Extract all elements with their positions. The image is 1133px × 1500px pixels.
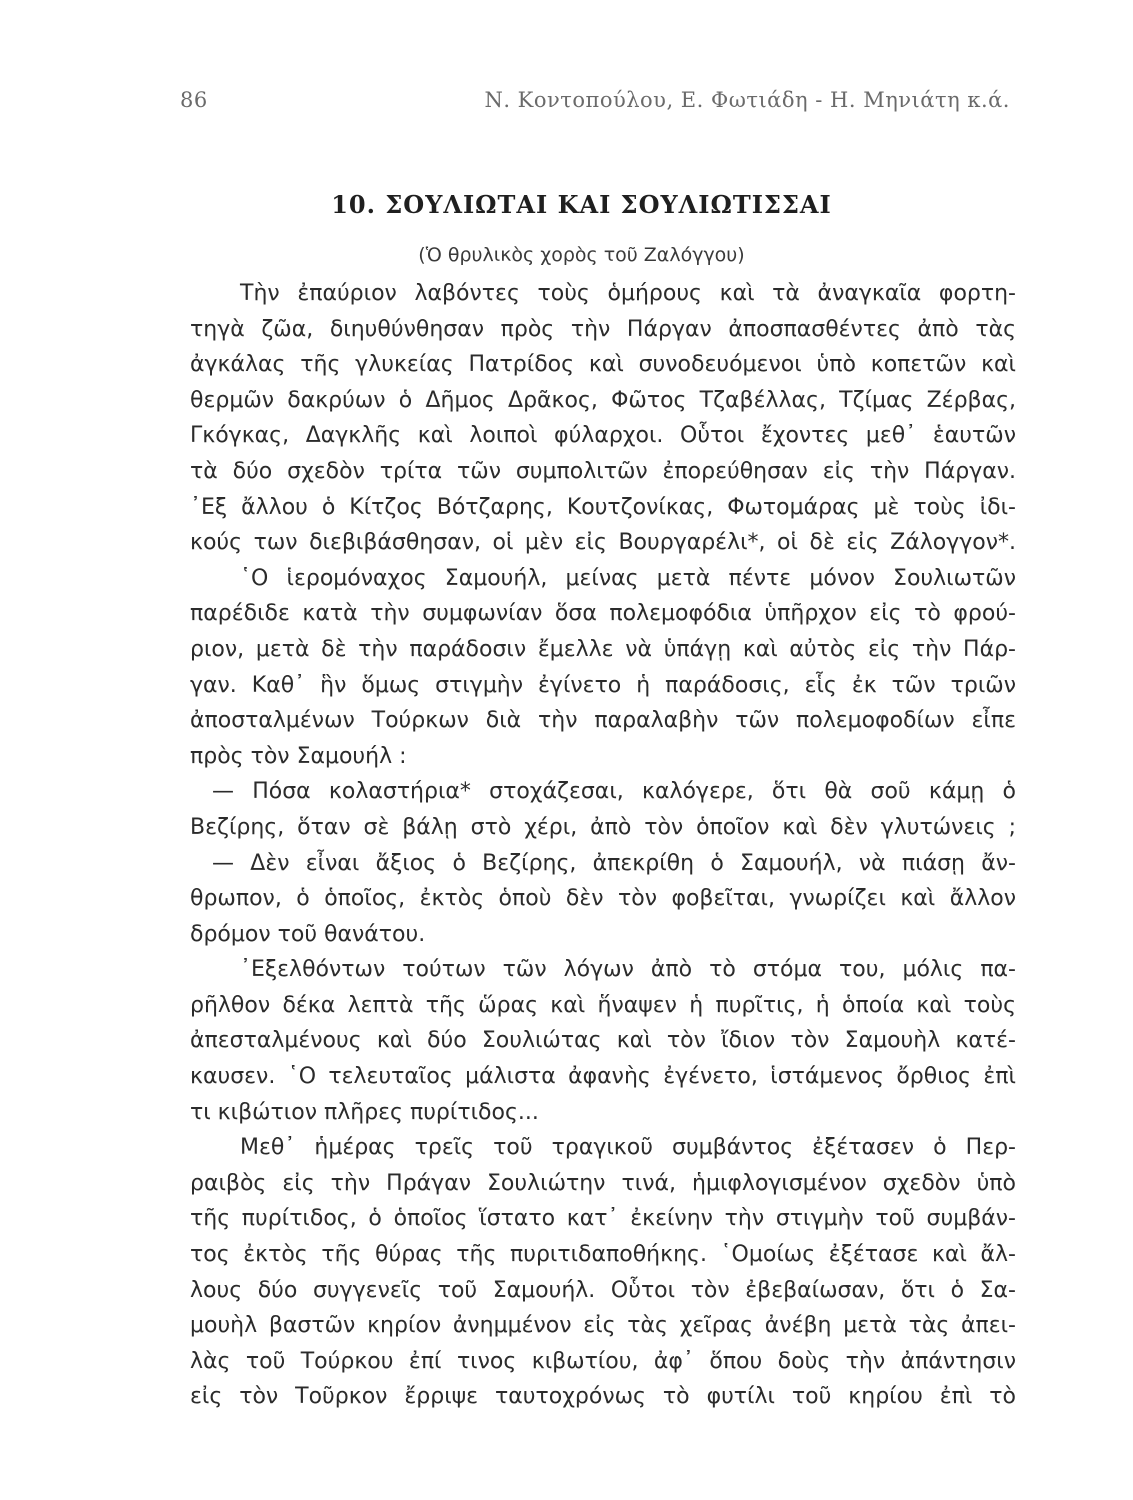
text-line: τὰ δύο σχεδὸν τρίτα τῶν συμπολιτῶν ἐπορεύθησαν εἰς τὴν Πάργαν. [190,458,1016,484]
text-line: Τὴν ἐπαύριον λαβόντες τοὺς ὁμήρους καὶ τὰ ἀναγκαῖα φορτη- [240,281,1016,306]
text-line: ῾Ο ἱερομόναχος Σαμουήλ, μείνας μετὰ πέντε μόνον Σουλιωτῶν [240,565,1016,591]
text-line: γαν. Καθ᾽ ἣν ὅμως στιγμὴν ἐγίνετο ἡ παράδοσις, εἷς ἐκ τῶν τριῶν [190,672,1016,698]
text-line: κούς των διεβιβάσθησαν, οἱ μὲν εἰς Βουργαρέλι*, οἱ δὲ εἰς Ζάλογγον*. [190,530,1016,556]
text-line: τος ἐκτὸς τῆς θύρας τῆς πυριτιδαποθήκης. ῾Ομοίως ἐξέτασε καὶ ἄλ- [190,1242,1016,1268]
text-line: Μεθ᾽ ἡμέρας τρεῖς τοῦ τραγικοῦ συμβάντος ἐξέτασεν ὁ Περ- [240,1135,1016,1161]
text-line: καυσεν. ῾Ο τελευταῖος μάλιστα ἀφανὴς ἐγένετο, ἱστάμενος ὄρθιος ἐπὶ [190,1064,1016,1090]
text-line: λους δύο συγγενεῖς τοῦ Σαμουήλ. Οὗτοι τὸν ἐβεβαίωσαν, ὅτι ὁ Σα- [190,1277,1016,1303]
page-number: 86 [180,88,208,112]
text-line: εἰς τὸν Τοῦρκον ἔρριψε ταυτοχρόνως τὸ φυτίλι τοῦ κηρίου ἐπὶ τὸ [190,1384,1016,1410]
text-line: ᾽Εξελθόντων τούτων τῶν λόγων ἀπὸ τὸ στόμα του, μόλις πα- [240,957,1016,983]
text-line: μουὴλ βαστῶν κηρίον ἀνημμένον εἰς τὰς χεῖρας ἀνέβη μετὰ τὰς ἀπει- [190,1313,1016,1339]
text-line: ἀποσταλμένων Τούρκων διὰ τὴν παραλαβὴν τῶν πολεμοφοδίων εἶπε [190,708,1016,734]
text-line: θερμῶν δακρύων ὁ Δῆμος Δρᾶκος, Φῶτος Τζαβέλλας, Τζίμας Ζέρβας, [190,387,1016,413]
text-line: — Πόσα κολαστήρια* στοχάζεσαι, καλόγερε, ὅτι θὰ σοῦ κάμῃ ὁ [212,779,1016,805]
text-line: δρόμον τοῦ θανάτου. [190,921,426,947]
text-line: παρέδιδε κατὰ τὴν συμφωνίαν ὅσα πολεμοφόδια ὑπῆρχον εἰς τὸ φρού- [190,601,1016,627]
text-line: ᾽Εξ ἄλλου ὁ Κίτζος Βότζαρης, Κουτζονίκας, Φωτομάρας μὲ τοὺς ἰδι- [190,494,1016,520]
text-line: — Δὲν εἶναι ἄξιος ὁ Βεζίρης, ἀπεκρίθη ὁ Σαμουήλ, νὰ πιάσῃ ἄν- [212,850,1016,876]
chapter-subtitle: (Ὁ θρυλικὸς χορὸς τοῦ Ζαλόγγου) [418,244,745,266]
text-line: πρὸς τὸν Σαμουήλ : [190,743,407,769]
text-line: τι κιβώτιον πλῆρες πυρίτιδος... [190,1099,539,1125]
text-line: ἀγκάλας τῆς γλυκείας Πατρίδος καὶ συνοδευόμενοι ὑπὸ κοπετῶν καὶ [190,352,1016,378]
text-line: τηγὰ ζῶα, διηυθύνθησαν πρὸς τὴν Πάργαν ἀποσπασθέντες ἀπὸ τὰς [190,316,1016,342]
text-line: ραιβὸς εἰς τὴν Πράγαν Σουλιώτην τινά, ἡμιφλογισμένον σχεδὸν ὑπὸ [190,1170,1016,1196]
chapter-title: 10. ΣΟΥΛΙΩΤΑΙ ΚΑΙ ΣΟΥΛΙΩΤΙΣΣΑΙ [331,190,832,219]
text-line: θρωπον, ὁ ὁποῖος, ἐκτὸς ὁποὺ δὲν τὸν φοβεῖται, γνωρίζει καὶ ἄλλον [190,886,1016,912]
text-line: ριον, μετὰ δὲ τὴν παράδοσιν ἔμελλε νὰ ὑπάγῃ καὶ αὐτὸς εἰς τὴν Πάρ- [190,636,1016,662]
text-line: Γκόγκας, Δαγκλῆς καὶ λοιποὶ φύλαρχοι. Οὗτοι ἔχοντες μεθ᾽ ἑαυτῶν [190,423,1016,449]
text-line: ρῆλθον δέκα λεπτὰ τῆς ὥρας καὶ ἥναψεν ἡ πυρῖτις, ἡ ὁποία καὶ τοὺς [190,992,1016,1018]
text-line: Βεζίρης, ὅταν σὲ βάλῃ στὸ χέρι, ἀπὸ τὸν ὁποῖον καὶ δὲν γλυτώνεις ; [190,814,1016,840]
text-line: λὰς τοῦ Τούρκου ἐπί τινος κιβωτίου, ἀφ᾽ ὅπου δοὺς τὴν ἀπάντησιν [190,1348,1016,1374]
text-line: τῆς πυρίτιδος, ὁ ὁποῖος ἵστατο κατ᾽ ἐκείνην τὴν στιγμὴν τοῦ συμβάν- [190,1206,1016,1232]
text-line: ἀπεσταλμένους καὶ δύο Σουλιώτας καὶ τὸν ἴδιον τὸν Σαμουὴλ κατέ- [190,1028,1016,1054]
body-text [190,276,1016,1415]
running-title: Ν. Κοντοπούλου, Ε. Φωτιάδη - Η. Μηνιάτη κ.ά. [484,88,1010,112]
